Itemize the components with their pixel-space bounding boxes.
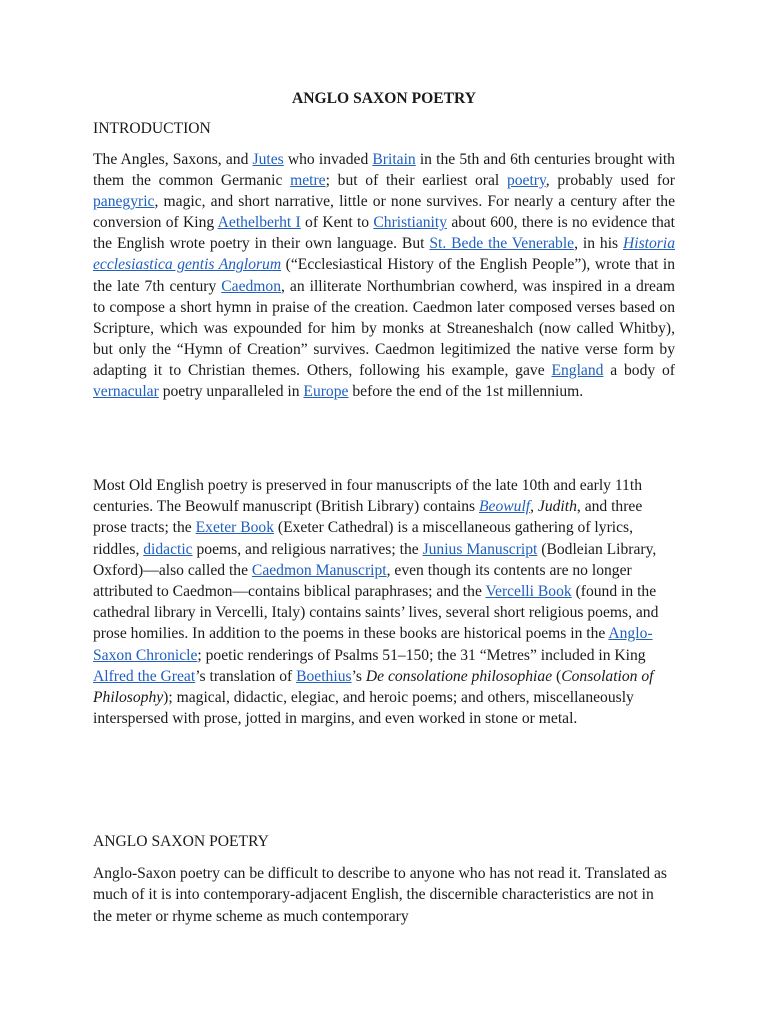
link-poetry[interactable]: poetry: [506, 172, 546, 190]
link-caedmon[interactable]: Caedmon: [221, 277, 282, 295]
link-christianity[interactable]: Christianity: [373, 214, 448, 232]
paragraph-text: of Kent to: [300, 214, 374, 232]
paragraph-text: ’s translation of: [195, 667, 297, 685]
paragraph-text: in the 5th and 6th centuries brought with them the common Germanic: [93, 151, 675, 190]
paragraph-text: who invaded: [283, 151, 373, 168]
paragraph-text: , and three prose tracts; the: [93, 498, 643, 537]
link-didactic[interactable]: didactic: [143, 540, 193, 558]
link-europe[interactable]: Europe: [303, 383, 349, 401]
link-england[interactable]: England: [551, 361, 604, 379]
paragraph-text: poems, and religious narratives; the: [192, 540, 423, 558]
link-anglo-saxon-chronicle[interactable]: Anglo-Saxon Chronicle: [93, 625, 653, 664]
paragraph-text: (found in the cathedral library in Vercelli, Italy) contains saints’ lives, several short religious poems, and prose homilies. In addition to the poems in these books are historical poems in the: [93, 583, 659, 643]
paragraph-text: , even though its contents are no longer attributed to Caedmon—contains biblical paraphrases; and the: [93, 561, 632, 601]
paragraph-text: , magic, and short narrative, little or none survives. For nearly a century after the conversion of King: [93, 193, 675, 232]
paragraph-text: , probably used for: [545, 172, 675, 190]
intro-paragraph-1: [93, 149, 675, 402]
link-caedmon-manuscript[interactable]: Caedmon Manuscript: [251, 561, 387, 579]
paragraph-text: (Exeter Cathedral) is a miscellaneous gathering of lyrics, riddles,: [93, 519, 633, 558]
paragraph-text: about 600, there is no evidence that the English wrote poetry in their own language. But: [93, 214, 675, 253]
link-britain[interactable]: Britain: [372, 151, 416, 168]
section-heading: ANGLO SAXON POETRY: [93, 833, 269, 850]
link-jutes[interactable]: Jutes: [252, 151, 284, 168]
link-exeter-book[interactable]: Exeter Book: [195, 519, 275, 537]
paragraph-text: ); magical, didactic, elegiac, and heroic poems; and others, miscellaneously interspersed with prose, jotted in margins, and even worked in stone or metal.: [93, 689, 634, 728]
paragraph-text: (Bodleian Library, Oxford)—also called the: [93, 540, 657, 579]
paragraph-text: before the end of the 1st millennium.: [348, 383, 584, 401]
paragraph-text: ; poetic renderings of Psalms 51–150; the 31 “Metres” included in King: [197, 646, 646, 664]
italic-text: De consolatione philosophiae: [365, 667, 553, 685]
paragraph-text: The Angles, Saxons, and: [93, 151, 253, 168]
link-vernacular[interactable]: vernacular: [93, 383, 159, 401]
link-metre[interactable]: metre: [290, 172, 326, 190]
link-beowulf[interactable]: Beowulf: [479, 498, 531, 516]
italic-text: Judith: [537, 498, 577, 516]
section-paragraph-1: [93, 863, 675, 927]
paragraph-text: ,: [530, 498, 538, 516]
document-title: ANGLO SAXON POETRY: [292, 90, 476, 107]
paragraph-text: ; but of their earliest oral: [325, 172, 507, 190]
intro-paragraph-2: [93, 475, 675, 729]
link-alfred-the-great[interactable]: Alfred the Great: [93, 667, 196, 685]
intro-heading: INTRODUCTION: [93, 120, 211, 137]
paragraph-text: poetry unparalleled in: [158, 383, 304, 401]
italic-text: Consolation of Philosophy: [93, 667, 654, 707]
link-junius-manuscript[interactable]: Junius Manuscript: [422, 540, 538, 558]
link-st-bede-the-venerable[interactable]: St. Bede the Venerable: [429, 235, 575, 253]
paragraph-text: ’s: [351, 667, 366, 685]
link-boethius[interactable]: Boethius: [296, 667, 352, 685]
paragraph-text: Most Old English poetry is preserved in four manuscripts of the late 10th and early 11th centuries. The Beowulf manuscript (British Library) contains: [93, 477, 642, 516]
paragraph-text: a body of: [603, 361, 675, 379]
paragraph-text: , an illiterate Northumbrian cowherd, was inspired in a dream to compose a short hymn in praise of the creation. Caedmon later composed verses based on Scripture, which was expounded for him by monks at Streaneshalch (now called Whitby), but only the “Hymn of Creation” survives. Caedmon legitimized the native verse form by adapting it to Christian themes. Others, following his example, gave: [93, 277, 676, 379]
link-panegyric[interactable]: panegyric: [93, 193, 155, 211]
link-aethelberht-i[interactable]: Aethelberht I: [217, 214, 301, 232]
paragraph-text: Anglo-Saxon poetry can be difficult to describe to anyone who has not read it. Translated as much of it is into contemporary-adjacent English, the discernible characteristics are not in the meter or rhyme scheme as much contemporary: [93, 865, 667, 925]
link-historia-ecclesiastica-gentis-anglorum[interactable]: Historia ecclesiastica gentis Anglorum: [93, 235, 675, 274]
paragraph-text: , in his: [574, 235, 623, 253]
paragraph-text: (“Ecclesiastical History of the English People”), wrote that in the late 7th century: [93, 256, 675, 295]
paragraph-text: (: [552, 667, 562, 685]
link-vercelli-book[interactable]: Vercelli Book: [485, 583, 572, 601]
